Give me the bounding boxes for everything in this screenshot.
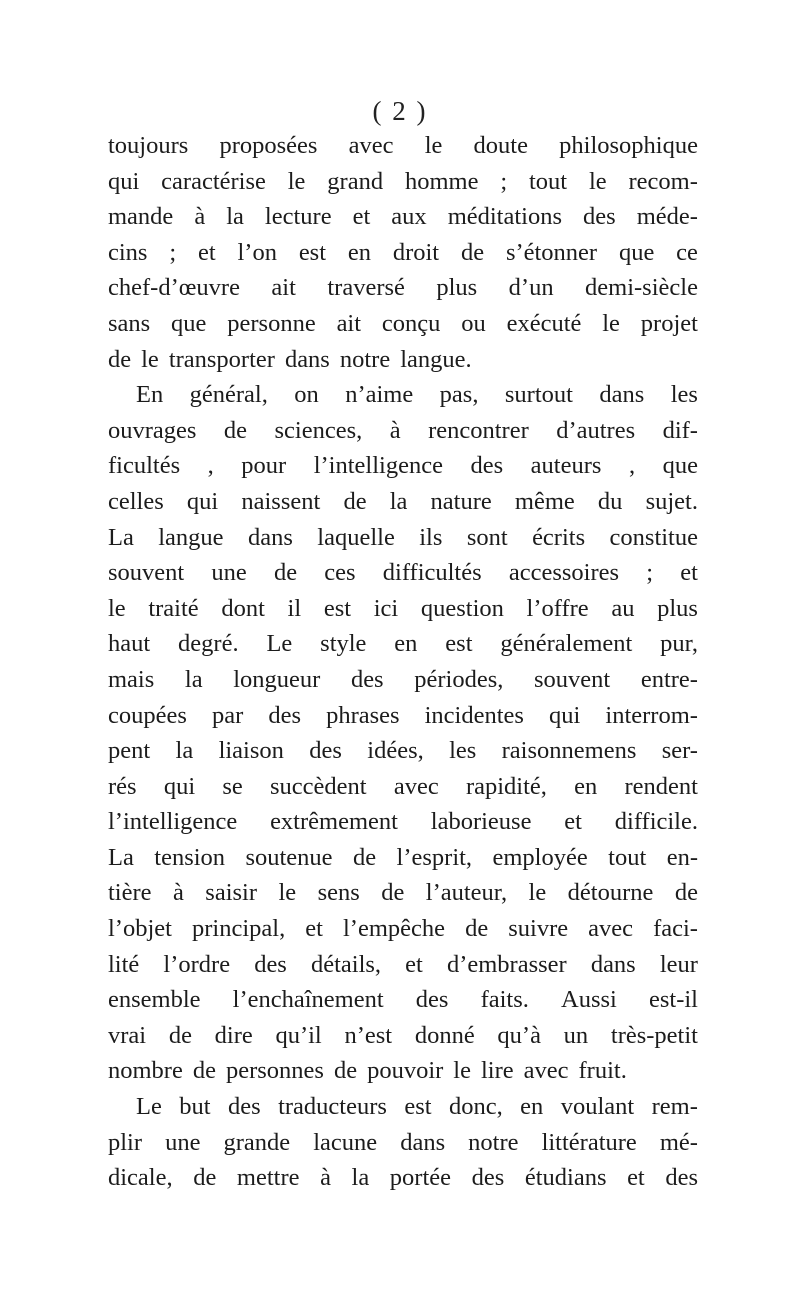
- text-line: La langue dans laquelle ils sont écrits constitue: [108, 523, 698, 551]
- text-line: sans que personne ait conçu ou exécuté le projet: [108, 309, 698, 337]
- text-line: La tension soutenue de l’esprit, employée tout en-: [108, 843, 698, 871]
- text-line: lité l’ordre des détails, et d’embrasser dans leur: [108, 950, 698, 978]
- text-line: chef-d’œuvre ait traversé plus d’un demi-siècle: [108, 274, 698, 302]
- page-number: ( 2 ): [372, 96, 428, 126]
- text-line: ouvrages de sciences, à rencontrer d’autres dif-: [108, 416, 698, 444]
- text-line: En général, on n’aime pas, surtout dans les: [136, 381, 698, 409]
- text-line: le traité dont il est ici question l’offre au plus: [108, 594, 698, 622]
- text-line: ensemble l’enchaînement des faits. Aussi est-il: [108, 986, 698, 1014]
- text-line: haut degré. Le style en est généralement pur,: [108, 630, 698, 658]
- text-line: celles qui naissent de la nature même du sujet.: [108, 487, 698, 515]
- text-line: souvent une de ces difficultés accessoires ; et: [108, 559, 698, 587]
- text-line: plir une grande lacune dans notre littérature mé-: [108, 1128, 698, 1156]
- text-line: l’objet principal, et l’empêche de suivre avec faci-: [108, 915, 698, 943]
- text-line: pent la liaison des idées, les raisonnemens ser-: [108, 737, 698, 765]
- text-line: tière à saisir le sens de l’auteur, le détourne de: [108, 879, 698, 907]
- text-line: dicale, de mettre à la portée des étudians et des: [108, 1164, 698, 1192]
- body-text: [108, 128, 698, 1196]
- text-line: mais la longueur des périodes, souvent entre-: [108, 665, 698, 693]
- text-line: toujours proposées avec le doute philosophique: [108, 132, 698, 159]
- text-line: Le but des traducteurs est donc, en voulant rem-: [136, 1093, 698, 1121]
- text-line: qui caractérise le grand homme ; tout le recom-: [108, 167, 698, 195]
- text-line: vrai de dire qu’il n’est donné qu’à un très-petit: [108, 1021, 698, 1049]
- text-line: cins ; et l’on est en droit de s’étonner que ce: [108, 238, 698, 266]
- text-line: rés qui se succèdent avec rapidité, en rendent: [108, 772, 698, 800]
- text-line: mande à la lecture et aux méditations des méde-: [108, 203, 698, 231]
- text-line: ficultés , pour l’intelligence des auteurs , que: [108, 452, 698, 480]
- text-line: de le transporter dans notre langue.: [108, 345, 472, 373]
- text-line: l’intelligence extrêmement laborieuse et difficile.: [108, 808, 698, 836]
- text-line: coupées par des phrases incidentes qui interrom-: [108, 701, 698, 729]
- text-line: nombre de personnes de pouvoir le lire avec fruit.: [108, 1057, 627, 1085]
